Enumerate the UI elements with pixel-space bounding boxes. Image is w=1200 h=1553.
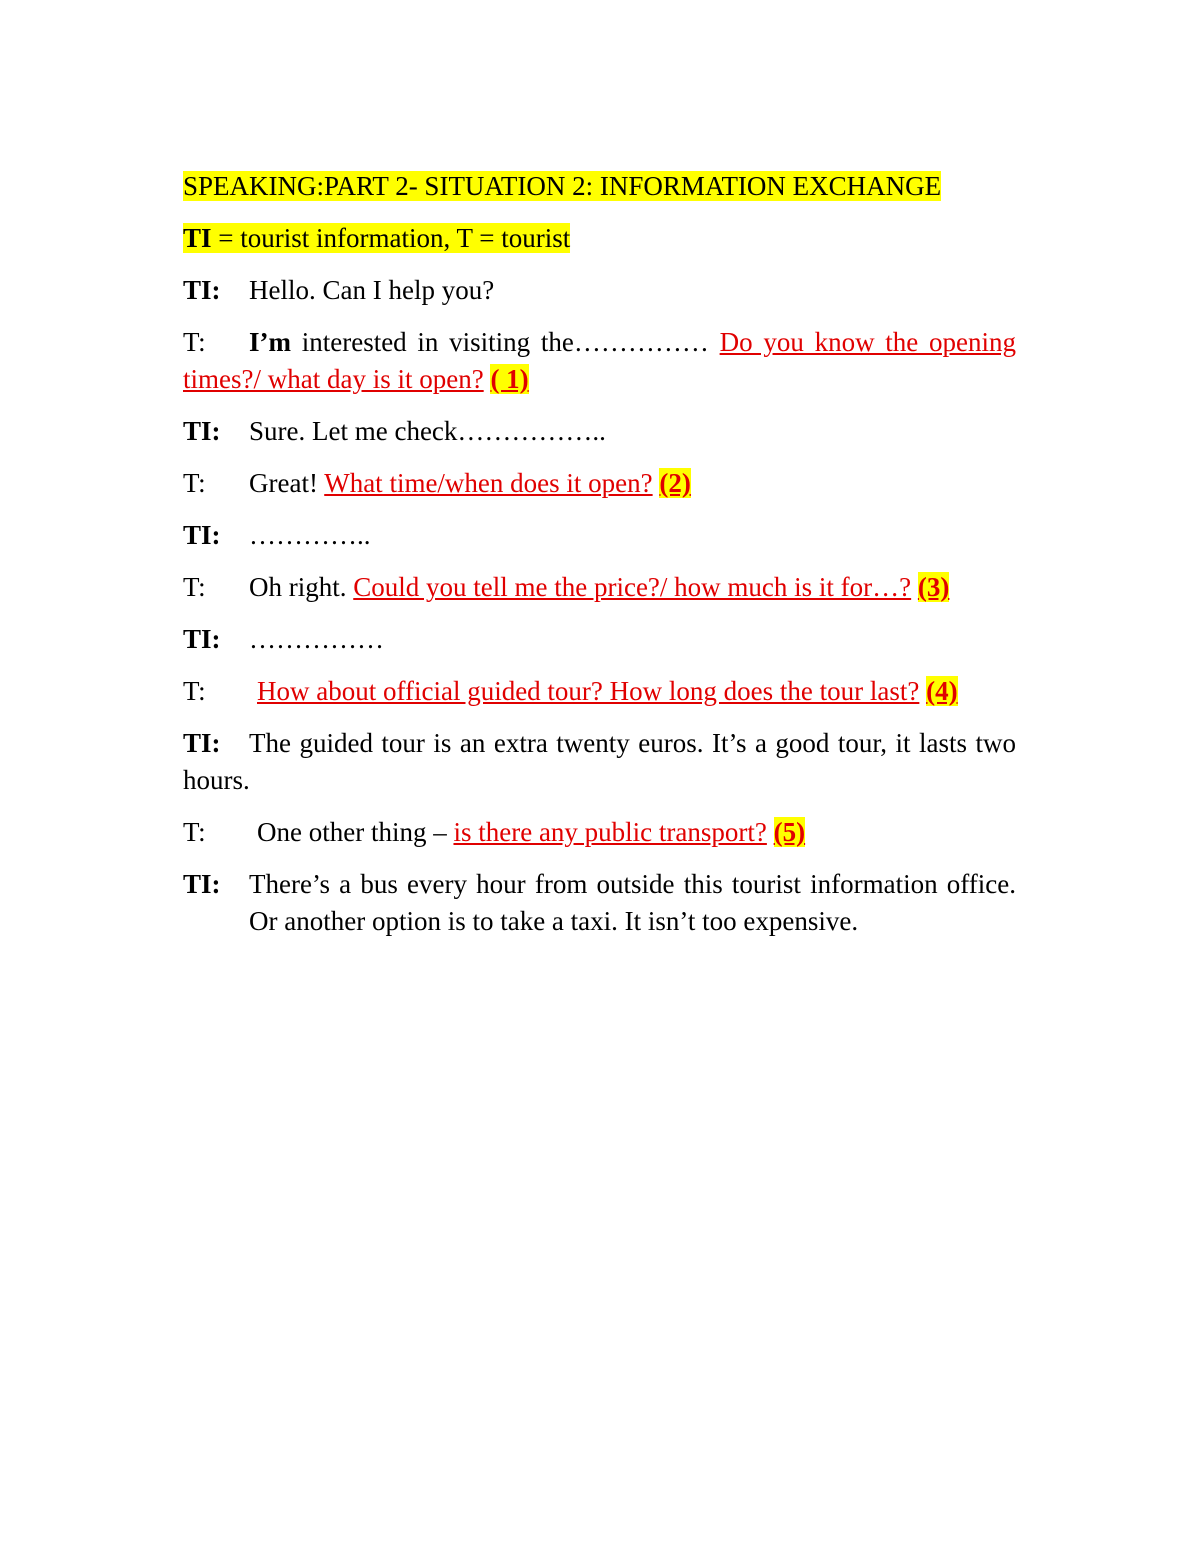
answer-number: (2) <box>659 468 691 498</box>
speaker: T: <box>183 468 206 498</box>
dialogue-line-2 <box>183 324 1016 398</box>
dialogue-line-4 <box>183 465 1016 502</box>
answer-number: (4) <box>926 676 958 706</box>
answer-number: ( 1) <box>490 364 529 394</box>
line-text: …………… <box>249 624 384 654</box>
line-text: ………….. <box>249 520 371 550</box>
answer-text: Do you know the opening times?/ what day is it open? <box>183 327 1016 394</box>
line-text: Sure. Let me check…………….. <box>249 416 606 446</box>
speaker: T: <box>183 817 206 847</box>
speaker: TI: <box>183 275 221 305</box>
line-text: Great! <box>249 468 325 498</box>
legend-ti: TI <box>183 223 212 253</box>
title <box>183 168 1016 205</box>
speaker: TI: <box>183 520 221 550</box>
dialogue-line-5 <box>183 517 1016 554</box>
line-pre: I’m <box>249 327 291 357</box>
dialogue-line-3 <box>183 413 1016 450</box>
speaker: T: <box>183 676 206 706</box>
speaker: TI: <box>183 728 221 758</box>
speaker: TI: <box>183 416 221 446</box>
line-text: The guided tour is an extra twenty euros. It’s a good tour, it lasts two hours. <box>183 728 1016 795</box>
answer-text: is there any public transport? <box>453 817 767 847</box>
dialogue-line-6 <box>183 569 1016 606</box>
dialogue-line-7 <box>183 621 1016 658</box>
answer-number: (5) <box>773 817 806 847</box>
answer-text: What time/when does it open? <box>324 468 653 498</box>
dialogue-line-8 <box>183 673 1016 710</box>
speaker: T: <box>183 327 206 357</box>
speaker: T: <box>183 572 206 602</box>
line-text: There’s a bus every hour from outside this tourist information office. Or another option is to take a taxi. It isn’t too expensive. <box>249 869 1016 936</box>
legend-rest: = tourist information, T = tourist <box>211 223 571 253</box>
answer-number: (3) <box>917 572 950 602</box>
line-text: Hello. Can I help you? <box>249 275 495 305</box>
line-text: interested in visiting the…………… <box>291 327 720 357</box>
answer-text: How about official guided tour? How long does the tour last? <box>257 676 920 706</box>
line-text: Oh right. <box>249 572 354 602</box>
document-content <box>183 168 1016 955</box>
legend-highlight <box>183 223 570 253</box>
dialogue-line-11 <box>183 866 1016 940</box>
dialogue-line-9 <box>183 725 1016 799</box>
line-text: One other thing – <box>257 817 454 847</box>
title-text: SPEAKING:PART 2- SITUATION 2: INFORMATION EXCHANGE <box>183 171 942 201</box>
speaker: TI: <box>183 624 221 654</box>
speaker: TI: <box>183 869 221 899</box>
answer-text: Could you tell me the price?/ how much is it for…? <box>353 572 912 602</box>
dialogue-line-10 <box>183 814 1016 851</box>
dialogue-line-1 <box>183 272 1016 309</box>
legend <box>183 220 1016 257</box>
